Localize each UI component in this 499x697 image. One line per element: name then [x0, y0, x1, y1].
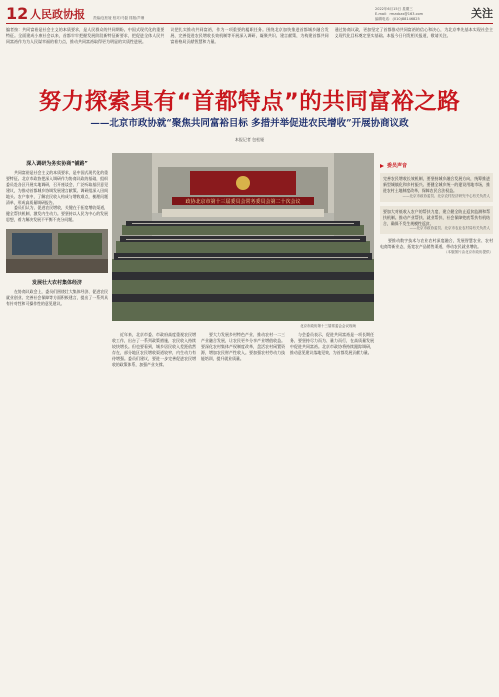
- page-number: 12: [6, 4, 29, 23]
- middle-columns: [112, 332, 374, 690]
- intro-column: 通过协商议政，更加坚定了首都推动共同富裕的信心和决心，为北京率先基本实现社会主义现代化目标奠定坚实基础。本报今日刊发相关报道，敬请关注。: [334, 27, 493, 39]
- section-title: 关注: [471, 7, 493, 20]
- photo-credit: （本版图片由北京市政协提供）: [444, 250, 493, 255]
- intro-column: 议把扎实推动共同富裕，作为一项重要的履职任务。围绕北京加快推进首都城乡融合发展、完善促进农民增收长效机制等开展深入调研，凝聚共识、建言献策，为构建首都共同富裕格局贡献智慧和力量。: [170, 27, 329, 45]
- intro-column: 编者按：共同富裕是社会主义的本质要求，是人民群众的共同期盼。中国式现代化的重要特征。全面建成小康社会以来，首都牢牢把握发展阶段新特征新要求，把促进全体人民共同富裕作为为人民谋幸福的着力点，推动共同富裕取得更为明显的实质性进展。: [6, 27, 165, 45]
- article-paragraph: 在协商议政会上，委员们围绕壮大集体经济、促进农民就业创业、完善社会保障等方面积极建言，提出了一系列具有针对性和可操作性的意见建议。: [6, 289, 108, 306]
- article-column: [112, 332, 196, 690]
- quote-attribution: ——北京市政协委员、北京市农业农村局有关负责人: [409, 226, 490, 231]
- quote-text: 完善农民增收长效机制，要坚持城乡融合发展方向，统筹推进新型城镇化和乡村振兴。要健全城乡统一的建设用地市场，推进农村土地制度改革，保障农民合法权益。: [383, 176, 490, 193]
- article-paragraph: 共同富裕是社会主义的本质要求，是中国式现代化的重要特征。北京市政协把深入调研作为协商议政的基础，组织委员赴各区开展实地调研，召开座谈会，广泛听取基层意见建议，为推动首都城乡协调发展建言献策。调研组深入田间地头、农户家中，了解农民收入构成与增收难点，梳理问题清单，形成高质量调研报告。: [6, 170, 108, 205]
- triangle-marker-icon: [380, 164, 384, 168]
- left-column: [6, 158, 108, 690]
- subheadline: ——北京市政协就“聚焦共同富裕目标 多措并举促进农民增收”开展协商议政: [90, 118, 409, 129]
- editor-note: [6, 27, 493, 67]
- photo-caption: 北京市政协第十三届常委会会议现场: [300, 324, 356, 328]
- issue-date: 2022年6月15日 星期三: [375, 7, 413, 11]
- video-conference-illustration: [6, 229, 108, 273]
- byline: 本报记者 包松娅: [234, 137, 265, 142]
- article-column: [201, 332, 285, 690]
- newspaper-logo: 人民政协报: [30, 8, 85, 21]
- sidebar-heading: [380, 162, 493, 169]
- headline-block: [6, 88, 493, 150]
- quote-text: 要加大对低收入农户的帮扶力度，建立健全防止返贫监测和帮扶机制。推动产业帮扶、就业帮扶、社会保障兜底帮扶有机结合，确保不发生规模性返贫。: [383, 208, 490, 226]
- masthead: [6, 4, 493, 24]
- meeting-hall-illustration: [112, 153, 374, 321]
- article-paragraph: 近年来，北京市委、市政府高度重视农民增收工作，出台了一系列政策措施，农民收入持续较快增长。但也要看到，城乡居民收入差距依然存在，部分地区农民增收渠道较窄，内生动力有待增强。委员们建议，要进一步完善促进农民增收的政策体系，加强产业支撑。: [112, 332, 196, 367]
- quote-attribution: ——北京市政协委员、北京农村经济研究中心有关负责人: [402, 193, 490, 198]
- article-column: [290, 332, 374, 690]
- meeting-banner-text: 政协北京市第十三届委员会常务委员会第二十次会议: [185, 199, 301, 205]
- quote-box: [380, 173, 493, 202]
- article-paragraph: 要推动数字技术与农业农村深度融合，发展智慧农业、农村电商等新业态，拓宽农产品销售渠道，带动农民就业增收。: [380, 238, 493, 250]
- section-subtitle: 深入调研为务实协商“铺路”: [26, 161, 88, 167]
- inset-photo: [6, 229, 108, 273]
- contact-phone: 编辑电话：(010)88146825: [375, 17, 420, 21]
- sidebar-title: 委员声音: [387, 163, 408, 169]
- main-headline: 努力探索具有“首都特点”的共同富裕之路: [38, 89, 461, 115]
- quote-box: [380, 206, 493, 235]
- article-paragraph: 委员们认为，促进农民增收，关键在于拓宽增收渠道，健全帮扶机制，激发内生动力。要坚持以人民为中心的发展思想，着力解决发展不平衡不充分问题。: [6, 205, 108, 223]
- editors-line: 责编/包松娅 校对/马磊 排版/芦珊: [93, 16, 145, 20]
- article-paragraph: 要大力发展乡村特色产业，推动农村一二三产业融合发展，让农民更多分享产业增值收益。要深化农村集体产权制度改革，盘活农村闲置资源，增加农民财产性收入。要加强农村劳动力技能培训，提升就业质量。: [201, 332, 285, 361]
- contact-email: E-mail：rmzxbzx@163.com: [375, 12, 424, 16]
- right-column: [380, 158, 493, 690]
- article-paragraph: 与会委员表示，促进共同富裕是一项长期任务，要坚持尽力而为、量力而行，在高质量发展中促进共同富裕。北京市政协将持续跟踪调研，推动意见建议落地见效，为首都发展贡献力量。: [290, 332, 374, 355]
- section-subtitle: 发展壮大农村集体经济: [31, 280, 82, 287]
- meeting-photo: [112, 153, 374, 321]
- issue-info: [375, 7, 443, 23]
